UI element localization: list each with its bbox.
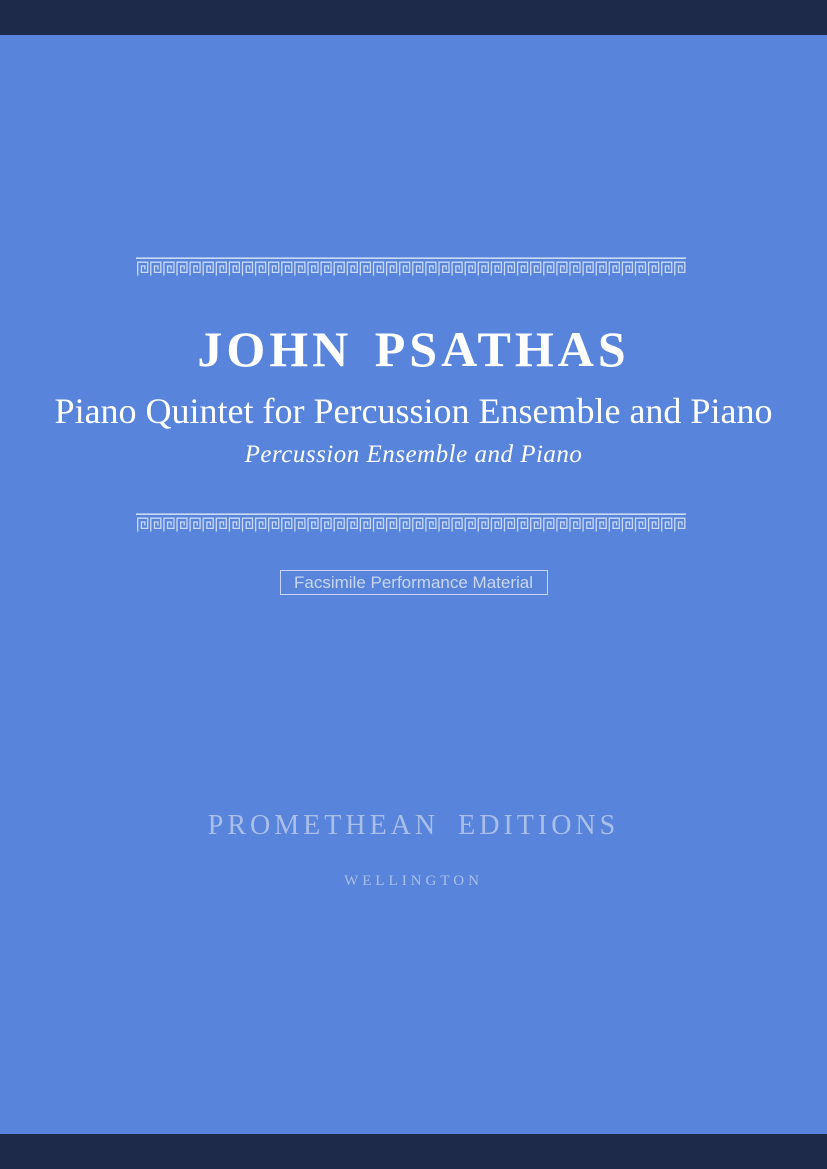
instrumentation-subtitle: Percussion Ensemble and Piano: [244, 441, 583, 468]
composer-name: JOHN PSATHAS: [197, 321, 630, 377]
greek-key-border-top: [136, 257, 686, 277]
top-navy-band: [0, 0, 827, 35]
work-title: Piano Quintet for Percussion Ensemble and Piano: [54, 391, 773, 431]
publisher-name: PROMETHEAN EDITIONS: [207, 810, 620, 841]
bottom-navy-band: [0, 1134, 827, 1169]
facsimile-label-box: Facsimile Performance Material: [280, 570, 548, 595]
publisher-city: WELLINGTON: [344, 873, 483, 889]
greek-key-border-bottom: [136, 513, 686, 533]
